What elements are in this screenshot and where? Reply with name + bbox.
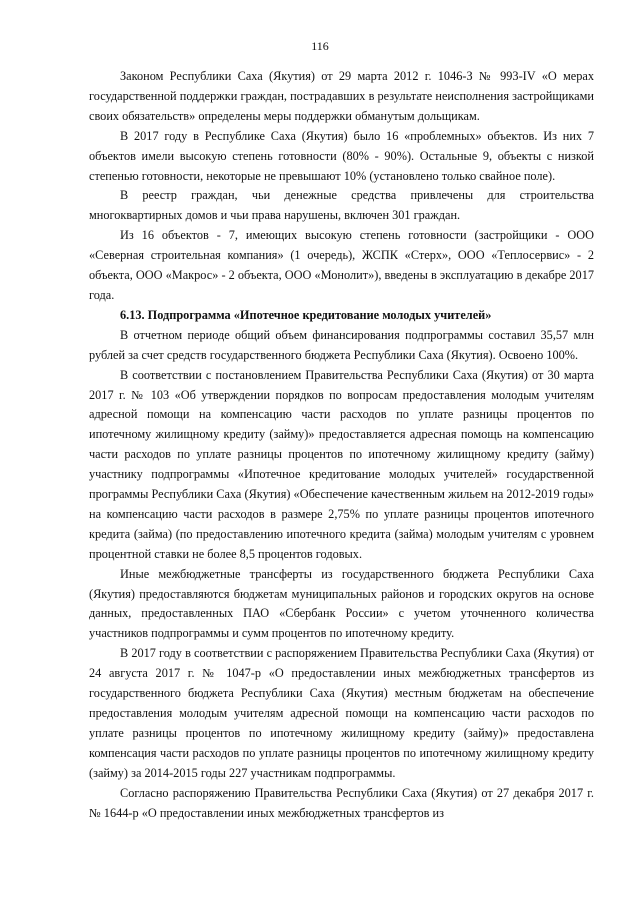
document-body xyxy=(89,67,594,823)
paragraph: В отчетном периоде общий объем финансирования подпрограммы составил 35,57 млн рублей за счет средств государственного бюджета Республики Саха (Якутия). Освоено 100%. xyxy=(89,327,594,362)
paragraph: Согласно распоряжению Правительства Республики Саха (Якутия) от 27 декабря 2017 г. № 1644-р «О предоставлении иных межбюджетных трансфертов из xyxy=(89,785,594,820)
paragraph: В 2017 году в соответствии с распоряжением Правительства Республики Саха (Якутия) от 24 августа 2017 г. № 1047-р «О предоставлении иных межбюджетных трансфертов из государственного бюджета Республики Саха (Якутия) местным бюджетам на обеспечение предоставления молодым учителям адресной помощи на компенсацию части расходов по уплате разницы процентов по ипотечному жилищному кредиту (займу)» предоставлена компенсация части расходов по уплате разницы процентов по ипотечному жилищному кредиту (займу) за 2014-2015 годы 227 участникам подпрограммы. xyxy=(89,646,594,780)
paragraph: В соответствии с постановлением Правительства Республики Саха (Якутия) от 30 марта 2017 г. № 103 «Об утверждении порядков по вопросам предоставления молодым учителям адресной помощи на компенсацию части расходов по уплате разницы процентов по ипотечному жилищному кредиту (займу)» предоставляется адресная помощь на компенсацию части расходов по уплате разницы процентов по ипотечному жилищному кредиту (займу) участнику подпрограммы «Ипотечное кредитование молодых учителей» государственной программы Республики Саха (Якутия) «Обеспечение качественным жильем на 2012-2019 годы» на компенсацию части расходов в размере 2,75% по уплате разницы процентов ипотечного кредита (займа) (по предоставлению ипотечного кредита (займа) молодым учителям с уровнем процентной ставки не более 8,5 процентов годовых. xyxy=(89,367,594,561)
page-number: 116 xyxy=(311,39,329,53)
paragraph: В 2017 году в Республике Саха (Якутия) было 16 «проблемных» объектов. Из них 7 объектов имели высокую степень готовности (80% - 90%). Остальные 9, объекты с низкой степенью готовности, некоторые не превышают 10% (установлено только свайное поле). xyxy=(89,128,594,183)
paragraph: В реестр граждан, чьи денежные средства привлечены для строительства многоквартирных домов и чьи права нарушены, включен 301 граждан. xyxy=(89,188,594,223)
paragraph: Из 16 объектов - 7, имеющих высокую степень готовности (застройщики - ООО «Северная строительная компания» (1 очередь), ЖСПК «Стерх», ООО «Теплосервис» - 2 объекта, ООО «Макрос» - 2 объекта, ООО «Монолит»), введены в эксплуатацию в декабре 2017 года. xyxy=(89,228,594,302)
section-heading: 6.13. Подпрограмма «Ипотечное кредитование молодых учителей» xyxy=(120,307,492,322)
paragraph: Иные межбюджетные трансферты из государственного бюджета Республики Саха (Якутия) предоставляются бюджетам муниципальных районов и городских округов на основе данных, предоставленных ПАО «Сбербанк России» с учетом уточненного количества участников подпрограммы и сумм процентов по ипотечному кредиту. xyxy=(89,566,594,641)
paragraph: Законом Республики Саха (Якутия) от 29 марта 2012 г. 1046-З № 993-IV «О мерах государственной поддержки граждан, пострадавших в результате неисполнения застройщиками своих обязательств» определены меры поддержки обманутым дольщикам. xyxy=(89,69,594,123)
